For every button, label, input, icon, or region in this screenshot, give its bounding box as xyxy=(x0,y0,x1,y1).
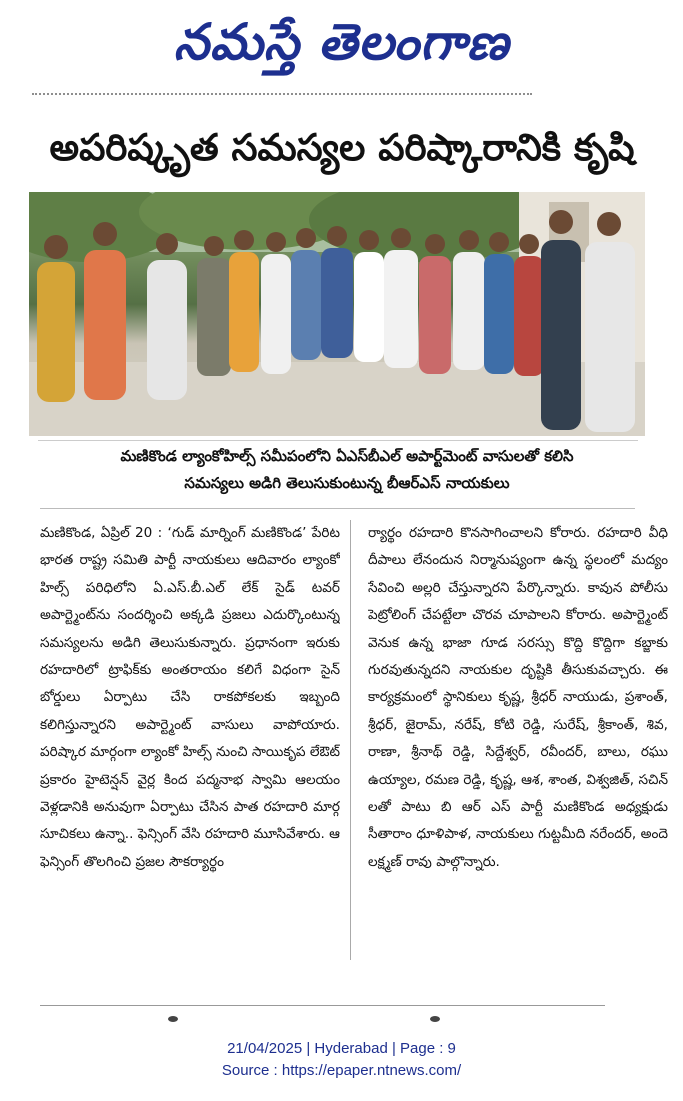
group-photo-illustration xyxy=(29,192,645,436)
article-end-rule xyxy=(40,1005,605,1006)
caption-line-2: సమస్యలు అడిగి తెలుసుకుంటున్న బీఆర్‌ఎస్ నాయకులు xyxy=(184,474,510,492)
newspaper-masthead: నమస్తే తెలంగాణ xyxy=(173,12,510,71)
page-footer xyxy=(0,1038,683,1082)
article-text-left: మణికొండ, ఏప్రిల్ 20 : ‘గుడ్ మార్నింగ్ మణికొండ’ పేరిట భారత రాష్ట్ర సమితి పార్టీ నాయకులు ఆదివారం ల్యాంకో హిల్స్ పరిధిలోని ఏ.ఎస్.బీ.ఎల్ లేక్ సైడ్ టవర్ అపార్ట్మెంట్‌ను సందర్శించి అక్కడి ప్రజలు ఎదుర్కొంటున్న సమస్యలను అడిగి తెలుసుకున్నారు. ప్రధానంగా ఇరుకు రహదారిలో ట్రాఫిక్‌కు అంతరాయం కలిగే విధంగా సైన్ బోర్డులు ఏర్పాటు చేసి రాకపోకలకు ఇబ్బంది కలిగిస్తున్నారని అపార్ట్మెంట్ వాసులు వాపోయారు. పరిష్కార మార్గంగా ల్యాంకో హిల్స్ నుంచి సాయికృప లేఔట్ ప్రకారం హైటెన్షన్ వైర్ల కింద పద్మనాభ స్వామి ఆలయం వెళ్లడానికి అనువుగా ఏర్పాటు చేసిన పాత రహదారి మార్గ సూచికలు ఉన్నా.. ఫెన్సింగ్ వేసి రహదారి మూసివేశారు. ఆ ఫెన్సింగ్ తొలగించి ప్రజల సౌకర్యార్థం xyxy=(40,525,340,870)
photo-caption xyxy=(62,443,632,499)
article-column-left xyxy=(40,520,340,980)
footer-source-link[interactable]: Source : https://epaper.ntnews.com/ xyxy=(221,1062,462,1079)
caption-rule-top xyxy=(38,440,638,441)
caption-rule-bottom xyxy=(40,508,635,509)
news-photo xyxy=(29,192,645,436)
footer-date-location-page: 21/04/2025 | Hyderabad | Page : 9 xyxy=(227,1040,456,1057)
article-headline: అపరిష్కృత సమస్యల పరిష్కారానికి కృషి xyxy=(49,126,635,169)
dateline-strip xyxy=(32,93,532,105)
article-text-right: ర్యార్థం రహదారి కొనసాగించాలని కోరారు. రహదారి వీధి దీపాలు లేనందున నిర్మానుష్యంగా ఉన్న స్థలంలో మద్యం సేవించి అల్లరి చేస్తున్నారని పేర్కొన్నారు. కావున పోలీసు పెట్రోలింగ్ చేపట్టేలా చొరవ చూపాలని కోరారు. అపార్ట్మెంట్ వెనుక ఉన్న భాజా గూడ సరస్సు కొద్ది కొద్దిగా కబ్జాకు గురవుతున్నదని నాయకుల దృష్టికి తీసుకువచ్చారు. ఈ కార్యక్రమంలో స్థానికులు కృష్ణ, శ్రీధర్ నాయుడు, ప్రశాంత్, శ్రీధర్, జైరామ్, నరేష్, కోటి రెడ్డి, సురేష్, శ్రీకాంత్, శివ, రాణా, శ్రీనాథ్ రెడ్డి, సిద్దేశ్వర్, రవీందర్, బాలు, రఘు ఉయ్యాల, రమణ రెడ్డి, కృష్ణ, ఆశ, శాంత, విశ్వజిత్, సచిన్ లతో పాటు బి ఆర్ ఎస్ పార్టీ మణికొండ అధ్యక్షుడు సీతారాం ధూళిపాళ, నాయకులు గుట్టమీది నరేందర్, అందె లక్ష్మణ్ రావు పాల్గొన్నారు. xyxy=(368,525,668,870)
end-mark-left xyxy=(168,1016,178,1022)
article-column-right xyxy=(368,520,668,980)
column-divider xyxy=(350,520,351,960)
end-mark-right xyxy=(430,1016,440,1022)
caption-line-1: మణికొండ ల్యాంకోహిల్స్ సమీపంలోని ఏఎస్‌బీఎల్ అపార్ట్‌మెంట్ వాసులతో కలిసి xyxy=(120,447,574,465)
